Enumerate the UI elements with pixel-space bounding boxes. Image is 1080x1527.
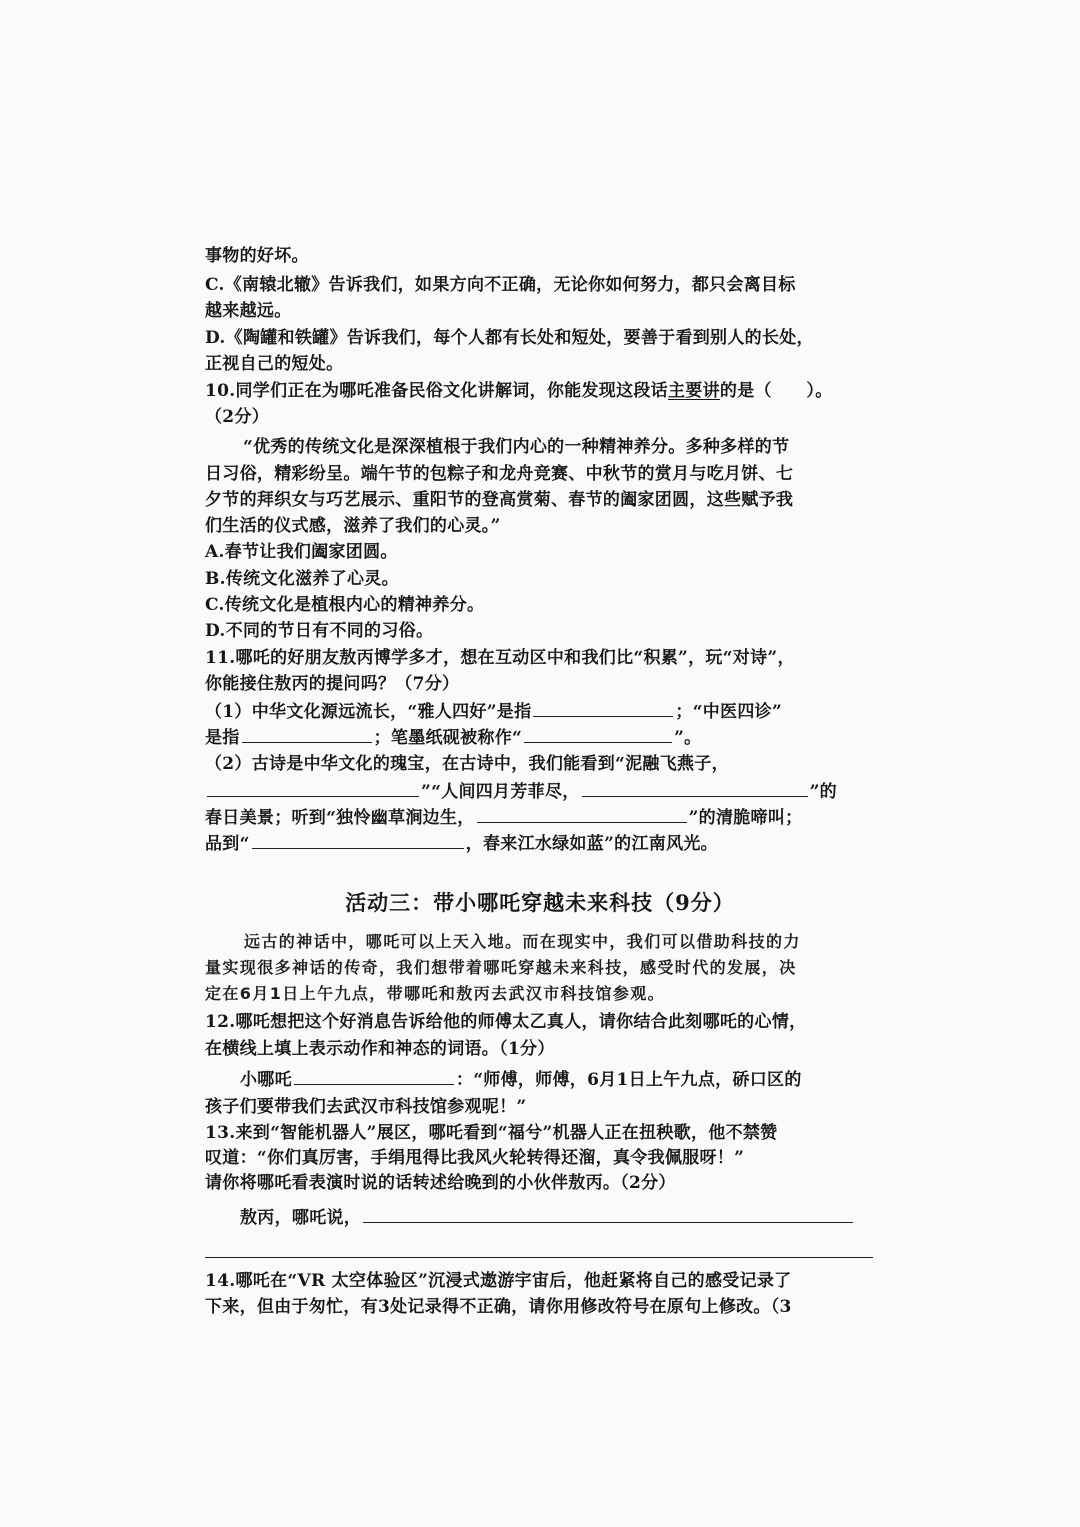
q12-answer-line (240, 1066, 802, 1093)
option-d: D.不同的节日有不同的习俗。 (205, 621, 434, 641)
story-line: 量实现很多神话的传奇，我们想带着哪吒穿越未来科技，感受时代的发展，决 (205, 958, 797, 977)
q11-text: ；笔墨纸砚被称作“ (373, 728, 523, 748)
q11-part2-cont (205, 830, 718, 857)
text-line: 越来越远。 (205, 301, 292, 321)
answer-blank[interactable] (363, 1204, 853, 1223)
q11-text: ”“人间四月芳菲尽， (421, 782, 580, 802)
answer-blank[interactable] (524, 724, 672, 743)
text-line: 事物的好坏。 (205, 246, 309, 266)
q10-text-a: 10.同学们正在为哪吒准备民俗文化讲解词，你能发现这段话 (205, 381, 668, 401)
q11-part1-text: （1）中华文化源远流长，“雅人四好”是指 (205, 702, 532, 722)
option-c: C.传统文化是植根内心的精神养分。 (205, 595, 485, 615)
q11-line: 你能接住敖丙的提问吗？（7分） (205, 674, 460, 694)
q11-text: ”的 (809, 782, 837, 802)
q11-part1-text: ；“中医四诊” (675, 702, 783, 722)
q13-line: 叹道：“你们真厉害，手绢甩得比我风火轮转得还溜，真令我佩服呀！” (205, 1148, 745, 1168)
q13-answer-line (240, 1204, 855, 1231)
question-13: 13.来到“智能机器人”展区，哪吒看到“福兮”机器人正在扭秧歌，他不禁赞 (205, 1123, 778, 1143)
passage-line: 日习俗，精彩纷呈。端午节的包粽子和龙舟竞赛、中秋节的赏月与吃月饼、七 (205, 464, 794, 484)
q12-text: ：“师傅，师傅，6月1日上午九点，硚口区的 (455, 1070, 802, 1090)
q12-line: 孩子们要带我们去武汉市科技馆参观呢！” (205, 1097, 527, 1117)
answer-blank[interactable] (533, 698, 673, 717)
q10-text-b: 的是（ ）。 (719, 381, 833, 401)
section-title: 活动三：带小哪吒穿越未来科技（9分） (345, 890, 735, 915)
q12-line: 在横线上填上表示动作和神态的词语。（1分） (205, 1039, 555, 1059)
passage-line: “优秀的传统文化是深深植根于我们内心的一种精神养分。多种多样的节 (243, 437, 790, 457)
answer-blank[interactable] (207, 778, 419, 797)
q12-text: 小哪吒 (240, 1070, 292, 1090)
q11-part2-cont (205, 804, 802, 831)
question-10 (205, 378, 833, 404)
q11-text: ”的清脆啼叫； (688, 808, 803, 828)
q11-text: ，春来江水绿如蓝”的江南风光。 (465, 834, 718, 854)
question-14: 14.哪吒在“VR 太空体验区”沉浸式遨游宇宙后，他赶紧将自己的感受记录了 (205, 1271, 792, 1291)
answer-blank[interactable] (582, 778, 808, 797)
answer-blank[interactable] (242, 724, 372, 743)
q13-line: 请你将哪吒看表演时说的话转述给晚到的小伙伴敖丙。（2分） (205, 1173, 676, 1193)
answer-blank[interactable] (477, 804, 687, 823)
question-12: 12.哪吒想把这个好消息告诉给他的师傅太乙真人，请你结合此刻哪吒的心情， (205, 1012, 807, 1032)
option-c-line: C.《南辕北辙》告诉我们，如果方向不正确，无论你如何努力，都只会离目标 (205, 275, 796, 295)
text-line: 正视自己的短处。 (205, 354, 344, 374)
q11-part2-cont (205, 778, 837, 805)
q11-text: ”。 (674, 728, 702, 748)
passage-line: 们生活的仪式感，滋养了我们的心灵。” (205, 516, 501, 536)
q10-score: （2分） (205, 407, 270, 427)
q11-text: 春日美景；听到“独怜幽草涧边生， (205, 808, 475, 828)
q11-part2: （2）古诗是中华文化的瑰宝，在古诗中，我们能看到“泥融飞燕子， (205, 754, 729, 774)
q11-part1-cont (205, 724, 701, 751)
answer-rule[interactable] (205, 1257, 873, 1258)
option-a: A.春节让我们阖家团圆。 (205, 542, 398, 562)
question-11: 11.哪吒的好朋友敖丙博学多才，想在互动区中和我们比“积累”，玩“对诗”， (205, 648, 795, 668)
q11-part1 (205, 698, 782, 725)
q11-text: 是指 (205, 728, 240, 748)
story-line: 定在6月1日上午九点，带哪吒和敖丙去武汉市科技馆参观。 (205, 984, 666, 1003)
q13-text: 敖丙，哪吒说， (240, 1208, 362, 1228)
q14-line: 下来，但由于匆忙，有3处记录得不正确，请你用修改符号在原句上修改。（3 (205, 1297, 792, 1317)
option-d-line: D.《陶罐和铁罐》告诉我们，每个人都有长处和短处，要善于看到别人的长处， (205, 328, 814, 348)
option-b: B.传统文化滋养了心灵。 (205, 569, 399, 589)
q11-text: 品到“ (205, 834, 250, 854)
answer-blank[interactable] (294, 1066, 454, 1085)
answer-blank[interactable] (252, 830, 464, 849)
story-line: 远古的神话中，哪吒可以上天入地。而在现实中，我们可以借助科技的力 (244, 932, 801, 951)
passage-line: 夕节的拜织女与巧艺展示、重阳节的登高赏菊、春节的阖家团圆，这些赋予我 (205, 490, 794, 510)
q10-underlined: 主要讲 (667, 381, 720, 401)
